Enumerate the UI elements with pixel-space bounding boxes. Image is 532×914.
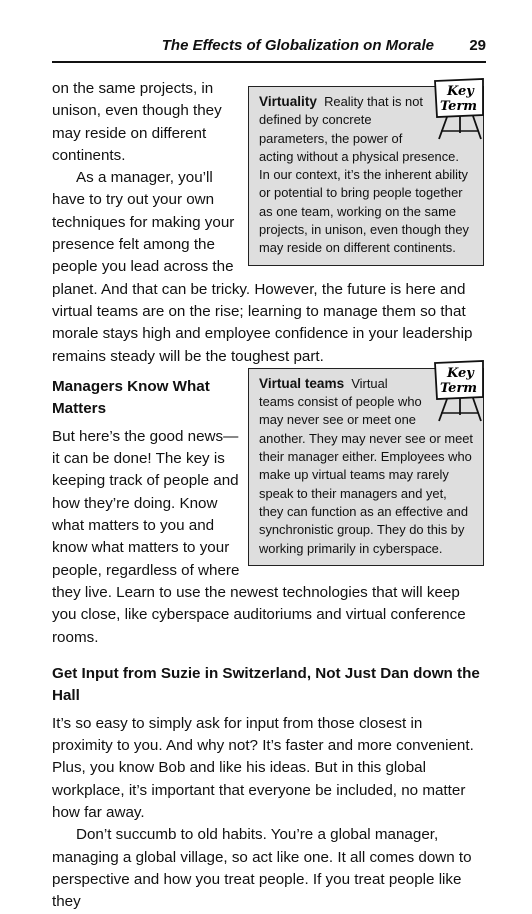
key-term-box-virtual-teams	[248, 365, 484, 566]
key-label: Key	[447, 84, 474, 99]
running-header	[0, 37, 532, 61]
chapter-title: The Effects of Globalization on Morale	[161, 37, 434, 54]
paragraph-input-proximity: It’s so easy to simply ask for input from those closest in proximity to you. And why not? It’s faster and more convenient. Plus, you know Bob and like his ideas. But in this global workplace, it’s important that everyone be included, no matter how far away.	[52, 714, 474, 822]
key-term-name: Virtuality	[259, 94, 317, 109]
key-label: Key	[447, 365, 474, 381]
key-term-box-virtuality	[248, 86, 484, 266]
term-label: Term	[440, 380, 478, 396]
paragraph-old-habits: Don’t succumb to old habits. You’re a global manager, managing a global village, so act like one. It all comes down to perspective and how you treat people. If you treat people like they	[52, 826, 472, 911]
key-term-name: Virtual teams	[259, 375, 345, 391]
paragraph-continuation: on the same projects, in unison, even though they may reside on different continents.	[52, 80, 222, 164]
easel-drawing	[427, 75, 489, 141]
term-label: Term	[440, 99, 478, 114]
key-term-definition: Virtual teams consist of people who may never see or meet one another. They may never see or meet their manager either. Employees who make up virtual teams may rarely speak to their managers and yet, they can function as an effective and synchronistic group. They do this by working primarily in cyberspace.	[259, 375, 474, 556]
key-term-easel-icon	[427, 75, 485, 137]
paragraph-manager-presence: As a manager, you’ll have to try out your own techniques for making your presence felt among the people you lead across the planet. And that can be tricky. However, the future is here and virtual teams are on the rise; learning to manage them so that morale stays high and employee confidence in your leadership remains steady will be the toughest part.	[52, 169, 473, 365]
section-heading-get-input: Get Input from Suzie in Switzerland, Not Just Dan down the Hall	[52, 664, 480, 704]
page-number: 29	[469, 37, 486, 54]
easel-drawing	[427, 357, 489, 423]
section-heading-managers-know: Managers Know What Matters	[52, 377, 210, 417]
key-term-definition: Reality that is not defined by concrete parameters, the power of acting without a physical presence. In our context, it’s the inherent ability or potential to bring people together as one team, working on the same projects, in unison, even though they may reside on different continents.	[259, 94, 469, 256]
key-term-easel-icon	[427, 357, 485, 419]
header-rule	[52, 61, 486, 63]
page-body	[52, 78, 484, 914]
paragraph-good-news: But here’s the good news—it can be done! The key is keeping track of people and how they’re doing. Know what matters to you and know what matters to your people, regardless of where they live. Learn to use the newest technologies that will keep you close, like cyberspace auditoriums and virtual conference rooms.	[52, 427, 466, 646]
